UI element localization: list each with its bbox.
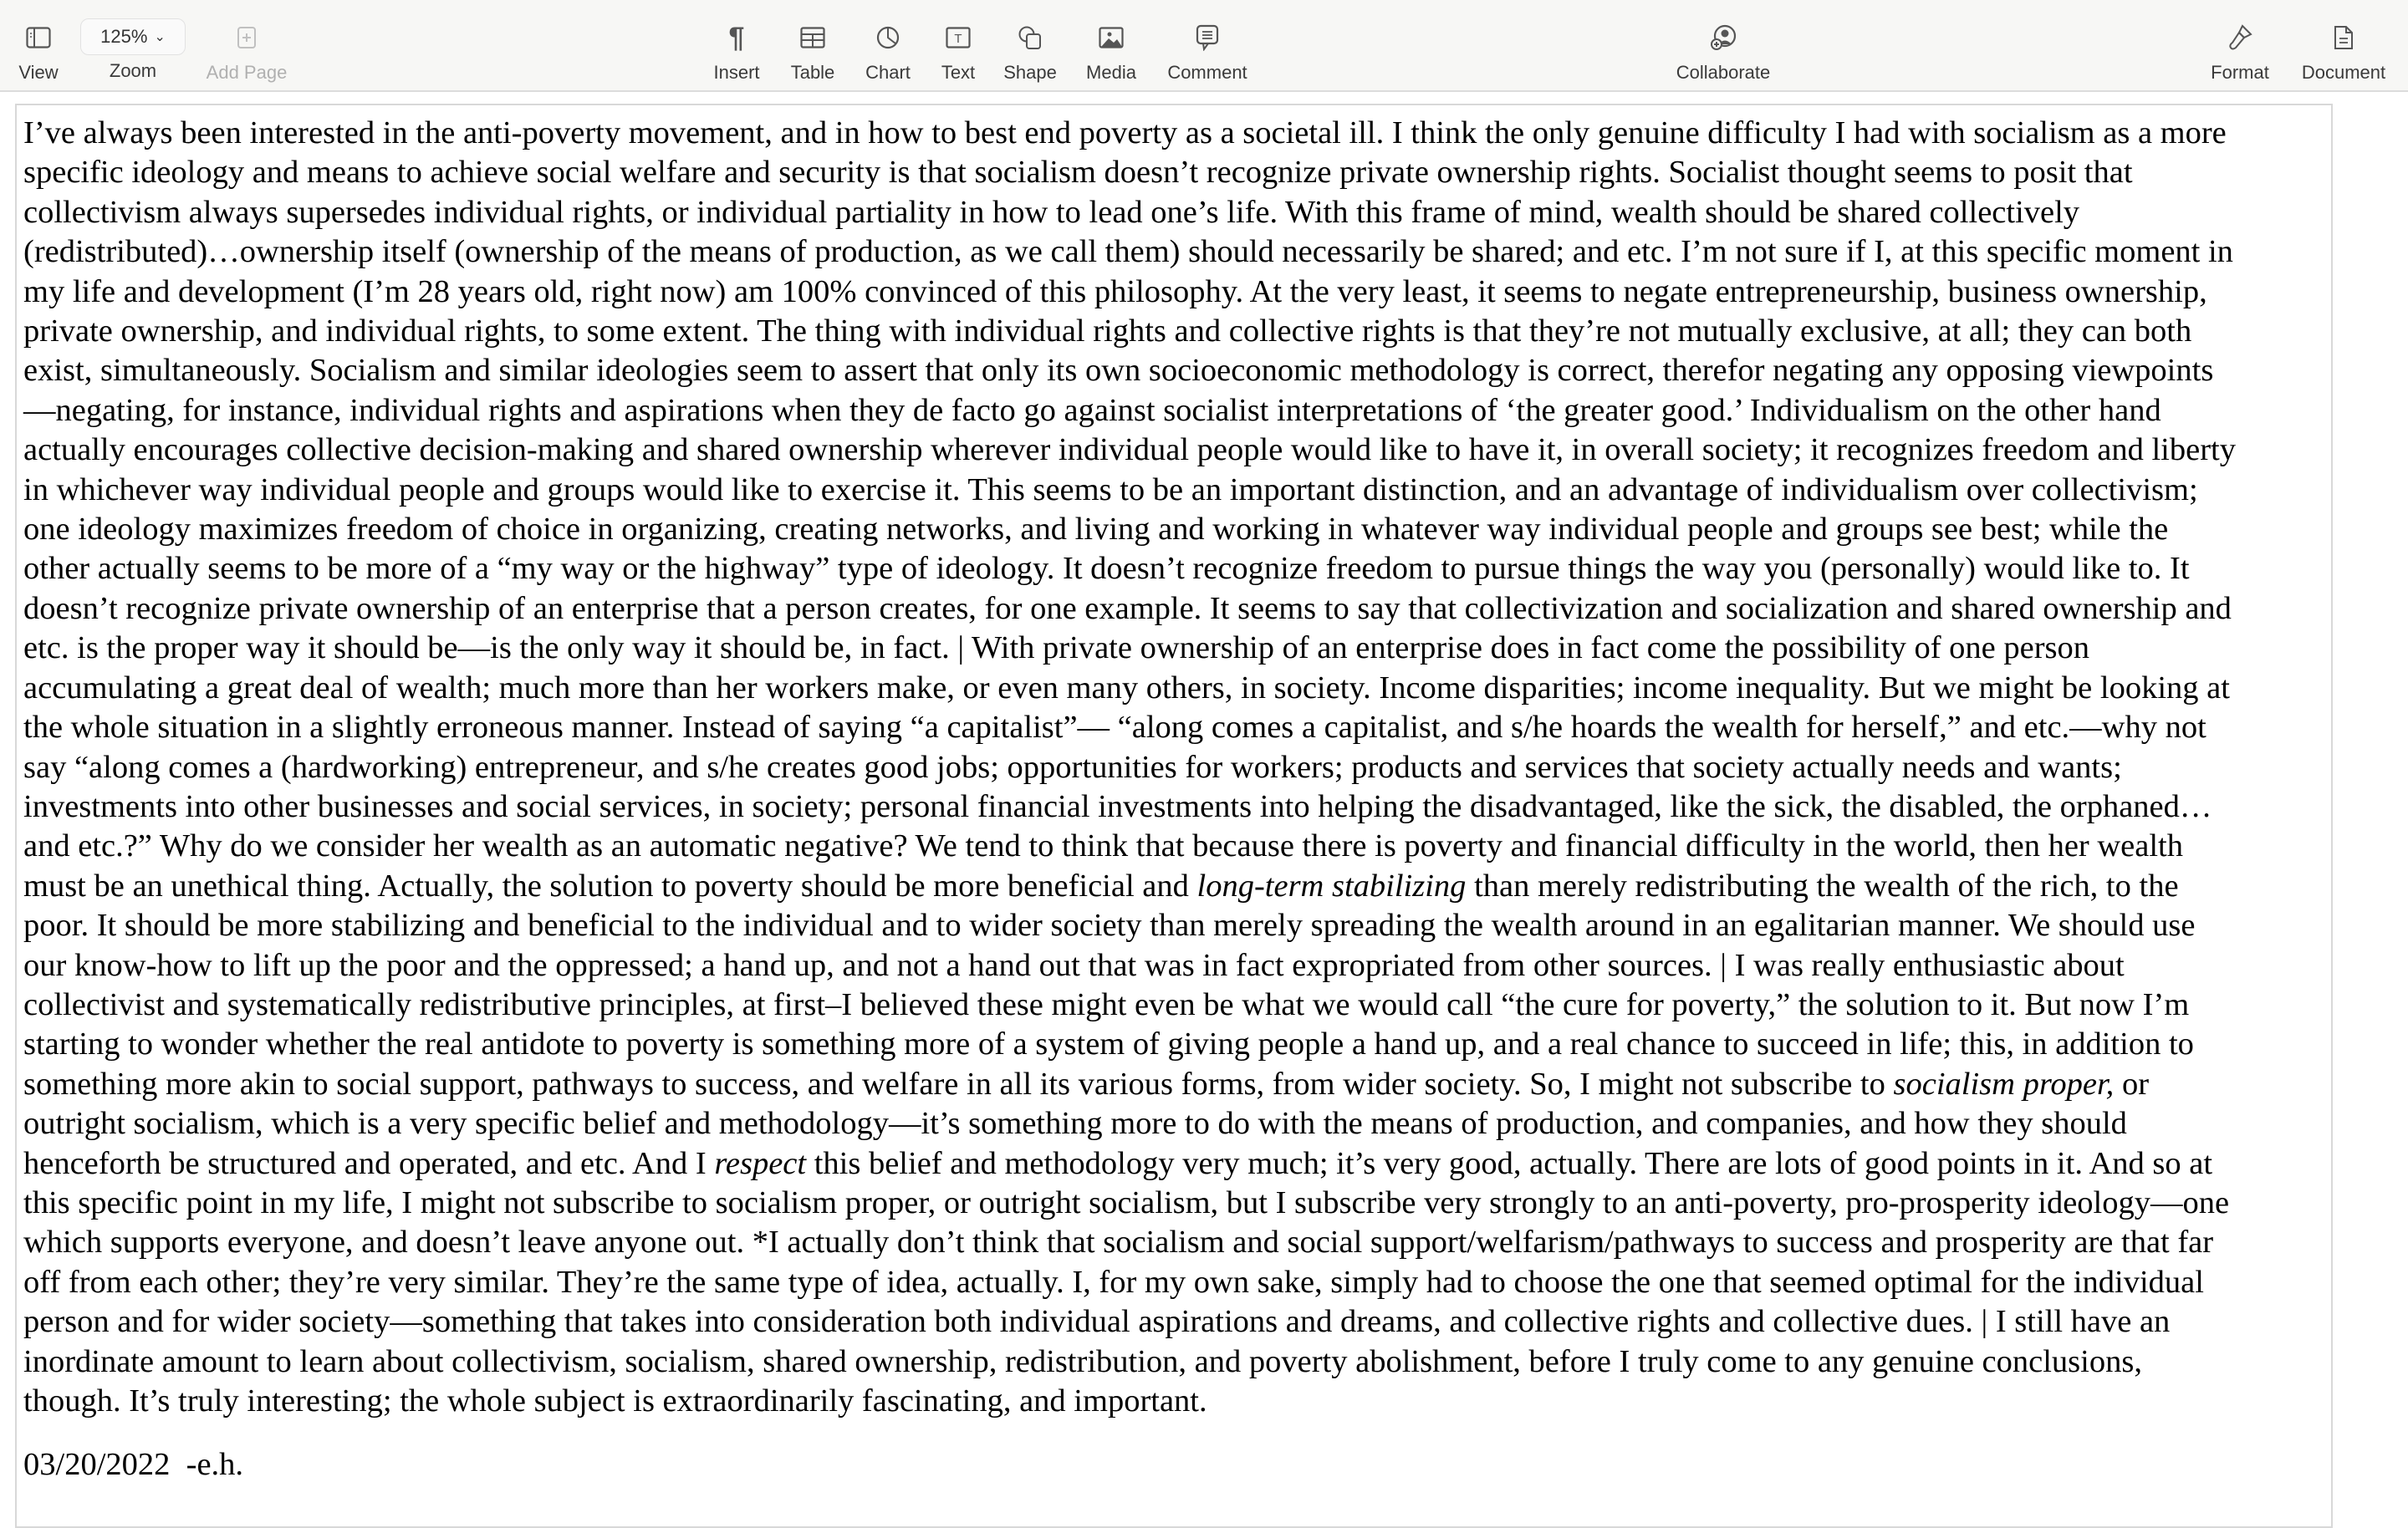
text-run: which supports everyone, and doesn’t leave anyone out. *I actually don’t think that socialism and social support/welfarism/pathways to success and prosperity are that far xyxy=(23,1225,2214,1261)
text-line xyxy=(23,867,2236,906)
text-line xyxy=(23,589,2236,629)
text-run: one ideology maximizes freedom of choice in organizing, creating networks, and living and working in whatever way individual people and groups see best; while the xyxy=(23,512,2169,548)
text-run: person and for wider society—something that takes into consideration both individual aspirations and dreams, and collective rights and collective dues. | I still have an xyxy=(23,1304,2171,1340)
zoom-value: 125% xyxy=(100,26,148,47)
text-label: Text xyxy=(941,62,976,83)
add-page-button[interactable] xyxy=(201,0,293,90)
text-run: and etc.?” Why do we consider her wealth as an automatic negative? We tend to think that because there is poverty and financial difficulty in the world, then her wealth xyxy=(23,828,2183,864)
add-page-icon xyxy=(237,23,257,52)
sidebar-icon xyxy=(26,23,51,52)
text-line xyxy=(23,471,2236,510)
add-page-label: Add Page xyxy=(206,62,288,83)
pilcrow-icon: ¶ xyxy=(728,21,745,53)
format-button[interactable] xyxy=(2204,0,2276,90)
text-line xyxy=(23,1065,2236,1104)
text-run: inordinate amount to learn about collectivism, socialism, shared ownership, redistribution, and poverty abolishment, before I truly come to any genuine conclusions, xyxy=(23,1343,2142,1379)
text-run: say “along comes a (hardworking) entrepreneur, and s/he creates good jobs; opportunities for workers; products and services that society actually needs and wants; xyxy=(23,749,2122,785)
zoom-select[interactable] xyxy=(80,18,186,55)
text-run: starting to wonder whether the real antidote to poverty is something more of a system of giving people a hand up, and a real chance to succeed in life; this, in addition to xyxy=(23,1026,2194,1062)
collaborate-icon xyxy=(1710,23,1737,52)
text-run: though. It’s truly interesting; the whole subject is extraordinarily fascinating, and important. xyxy=(23,1383,1207,1418)
text-line xyxy=(23,312,2236,351)
signature-date[interactable]: 03/20/2022 -e.h. xyxy=(23,1447,244,1482)
shape-label: Shape xyxy=(1003,62,1057,83)
comment-label: Comment xyxy=(1167,62,1247,83)
shape-button[interactable] xyxy=(998,0,1062,90)
text-run: collectivism always supersedes individual rights, or individual partiality in how to lead one’s life. With this frame of mind, wealth should be shared collectively xyxy=(23,194,2080,230)
toolbar xyxy=(0,0,2408,92)
text-line xyxy=(23,114,2236,153)
text-run: —negating, for instance, individual rights and aspirations when they de facto go against socialist interpretations of ‘the greater good.’ Individualism on the other hand xyxy=(23,392,2161,428)
shape-icon xyxy=(1018,23,1043,52)
text-line xyxy=(23,629,2236,668)
text-line xyxy=(23,232,2236,272)
text-run: this specific point in my life, I might not subscribe to socialism proper, or outright socialism, but I subscribe very strongly to an anti-poverty, pro-prosperity ideology—one xyxy=(23,1184,2230,1220)
document-body-text[interactable] xyxy=(23,114,2236,1421)
text-line xyxy=(23,787,2236,827)
text-run: this belief and methodology very much; it’s very good, actually. There are lots of good points in it. And so at xyxy=(806,1145,2213,1181)
view-label: View xyxy=(18,62,59,83)
text-run: must be an unethical thing. Actually, the solution to poverty should be more beneficial and xyxy=(23,868,1197,904)
text-run: outright socialism, which is a very specific belief and methodology—it’s something more to do with the means of production, and companies, and how they should xyxy=(23,1106,2127,1142)
table-button[interactable] xyxy=(783,0,843,90)
text-run: other actually seems to be more of a “my way or the highway” type of ideology. It doesn’t recognize freedom to pursue things the way you (personally) would like to. It xyxy=(23,551,2190,587)
text-run: poor. It should be more stabilizing and beneficial to the individual and to wider society than merely spreading the wealth around in an egalitarian manner. We should use xyxy=(23,908,2196,944)
text-line xyxy=(23,351,2236,390)
text-run: henceforth be structured and operated, and etc. And I xyxy=(23,1145,715,1181)
comment-button[interactable] xyxy=(1161,0,1254,90)
insert-button[interactable] xyxy=(706,0,768,90)
text-line xyxy=(23,153,2236,192)
text-box-icon xyxy=(946,23,971,52)
text-run: off from each other; they’re very similar. They’re the same type of idea, actually. I, for my own sake, simply had to choose the one that seemed optimal for the individual xyxy=(23,1264,2204,1300)
text-run: our know-how to lift up the poor and the oppressed; a hand up, and not a hand out that was in fact expropriated from other sources. | I was really enthusiastic about xyxy=(23,947,2125,983)
table-icon xyxy=(800,23,825,52)
text-line xyxy=(23,1263,2236,1302)
media-icon xyxy=(1099,23,1124,52)
chart-icon xyxy=(875,23,900,52)
zoom-label: Zoom xyxy=(109,60,157,81)
document-page[interactable] xyxy=(15,104,2333,1528)
text-line xyxy=(23,708,2236,747)
italic-text: long-term stabilizing xyxy=(1196,868,1467,904)
media-button[interactable] xyxy=(1079,0,1144,90)
text-line xyxy=(23,510,2236,549)
text-button[interactable] xyxy=(933,0,983,90)
text-run: something more akin to social support, pathways to success, and welfare in all its various forms, from wider society. So, I might not subscribe to xyxy=(23,1066,1894,1102)
text-run: investments into other businesses and social services, in society; personal financial investments into helping the disadvantaged, like the sick, the disabled, the orphaned… xyxy=(23,788,2212,824)
text-run: my life and development (I’m 28 years old, right now) am 100% convinced of this philosophy. At the very least, it seems to negate entrepreneurship, business ownership, xyxy=(23,273,2207,309)
text-run: private ownership, and individual rights, to some extent. The thing with individual rights and collective rights is that they’re not mutually exclusive, at all; they can both xyxy=(23,313,2192,349)
text-run: I’ve always been interested in the anti-poverty movement, and in how to best end poverty as a societal ill. I think the only genuine difficulty I had with socialism as a more xyxy=(23,115,2227,150)
text-line xyxy=(23,1342,2236,1382)
paintbrush-icon xyxy=(2227,23,2252,52)
text-line xyxy=(23,272,2236,312)
text-line xyxy=(23,430,2236,470)
text-line xyxy=(23,748,2236,787)
text-line xyxy=(23,1144,2236,1184)
chevron-down-icon: ⌄ xyxy=(154,30,166,44)
svg-text:T: T xyxy=(954,32,962,46)
text-line xyxy=(23,946,2236,986)
text-line xyxy=(23,1184,2236,1223)
text-run: etc. is the proper way it should be—is the only way it should be, in fact. | With private ownership of an enterprise does in fact come the possibility of one person xyxy=(23,630,2090,666)
document-label: Document xyxy=(2301,62,2386,83)
text-line xyxy=(23,1223,2236,1262)
document-icon xyxy=(2333,23,2354,52)
comment-icon xyxy=(1196,23,1219,52)
italic-text: socialism proper, xyxy=(1893,1066,2115,1102)
text-run: (redistributed)…ownership itself (ownership of the means of production, as we call them) should necessarily be shared; and etc. I’m not sure if I, at this specific moment in xyxy=(23,234,2233,270)
zoom-control[interactable] xyxy=(80,0,186,90)
chart-button[interactable] xyxy=(860,0,916,90)
text-line xyxy=(23,1025,2236,1064)
text-run: or xyxy=(2114,1066,2150,1102)
collaborate-button[interactable] xyxy=(1669,0,1778,90)
text-run: exist, simultaneously. Socialism and similar ideologies seem to assert that only its own socioeconomic methodology is correct, therefor negating any opposing viewpoints xyxy=(23,353,2214,389)
text-line xyxy=(23,669,2236,708)
chart-label: Chart xyxy=(865,62,911,83)
insert-label: Insert xyxy=(713,62,760,83)
text-run: than merely redistributing the wealth of the rich, to the xyxy=(1466,868,2179,904)
collaborate-label: Collaborate xyxy=(1676,62,1771,83)
table-label: Table xyxy=(790,62,835,83)
italic-text: respect xyxy=(714,1145,807,1181)
text-line xyxy=(23,1382,2236,1421)
text-run: actually encourages collective decision-making and shared ownership wherever individual people would like to have it, in overall society; it recognizes freedom and liberty xyxy=(23,432,2236,468)
text-run: in whichever way individual people and groups would like to exercise it. This seems to be an important distinction, and an advantage of individualism over collectivism; xyxy=(23,471,2198,507)
text-run: doesn’t recognize private ownership of an enterprise that a person creates, for one example. It seems to say that collectivization and socialization and shared ownership and xyxy=(23,590,2232,626)
media-label: Media xyxy=(1086,62,1136,83)
text-line xyxy=(23,1302,2236,1342)
format-label: Format xyxy=(2211,62,2269,83)
view-button[interactable] xyxy=(13,0,64,90)
text-run: collectivist and systematically redistributive principles, at first–I believed these might even be what we would call “the cure for poverty,” the solution to it. But now I’m xyxy=(23,986,2190,1022)
text-line xyxy=(23,986,2236,1025)
text-line xyxy=(23,827,2236,866)
text-run: specific ideology and means to achieve social welfare and security is that socialism doesn’t recognize private ownership rights. Socialist thought seems to posit that xyxy=(23,155,2133,191)
text-line xyxy=(23,549,2236,588)
text-line xyxy=(23,391,2236,430)
text-line xyxy=(23,193,2236,232)
document-button[interactable] xyxy=(2298,0,2390,90)
text-line xyxy=(23,906,2236,945)
text-run: the whole situation in a slightly erroneous manner. Instead of saying “a capitalist”— “along comes a capitalist, and s/he hoards the wealth for herself,” and etc.—why not xyxy=(23,710,2206,746)
text-line xyxy=(23,1104,2236,1143)
text-run: accumulating a great deal of wealth; much more than her workers make, or even many others, in society. Income disparities; income inequality. But we might be looking at xyxy=(23,670,2230,705)
